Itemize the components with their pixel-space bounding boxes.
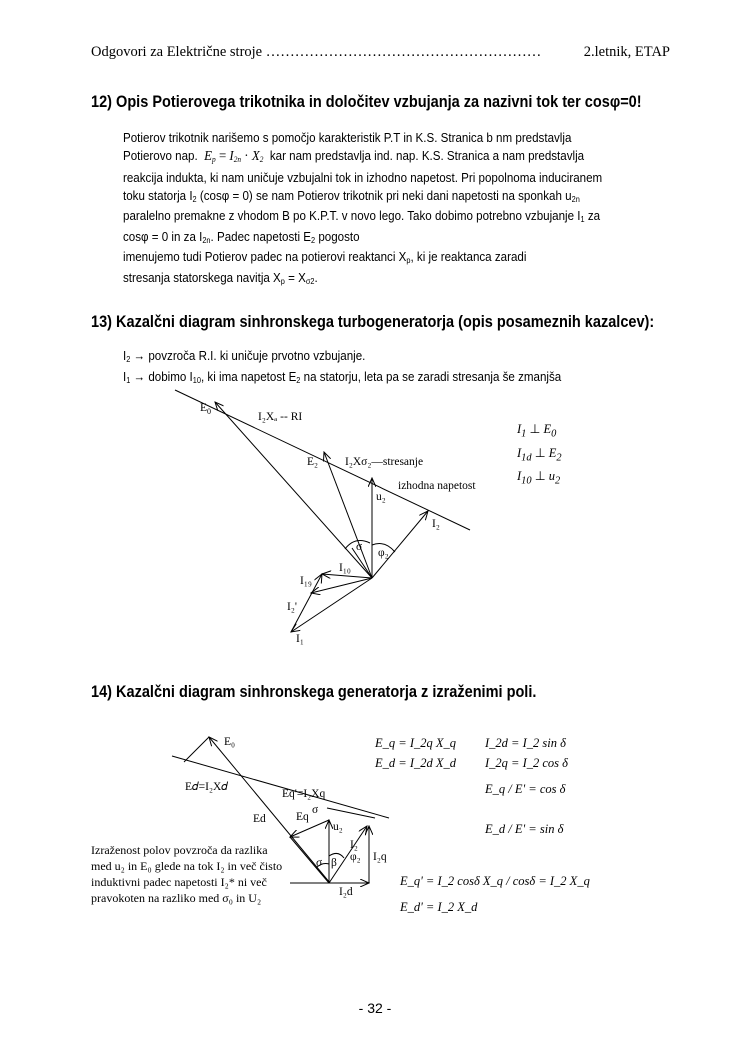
e0-phasor [215, 402, 372, 578]
equation: I_2d = I_2 sin δ [485, 736, 566, 750]
equation: E_d = I_2d X_d [375, 756, 456, 770]
page-number: - 32 - [358, 1000, 392, 1016]
equation: E_q' = I_2 cosδ X_q / cosδ = I_2 X_q [400, 874, 590, 888]
voltage-drop-line [175, 390, 470, 530]
label-sigma-14b: σ [316, 857, 323, 869]
relation: $I_{1d}$ ⊥ $E_2$ [517, 445, 562, 463]
eq-line [327, 808, 375, 818]
para-line: $I_1$ → dobimo $I_{10}$, ki ima napetost $E_2$ na statorju, leta pa se zaradi stresanja še zmanjša [123, 369, 562, 385]
para-line: imenujemo tudi Potierov padec na potierovi reaktanci $X_p$, ki je reaktanca zaradi [123, 250, 527, 265]
label-ed: Ed [253, 813, 266, 825]
e2-phasor [324, 452, 372, 578]
equations-bottom [400, 868, 590, 920]
label-i2xs2: I₂Xσ₂—stresanje [345, 456, 424, 468]
label-beta: β [331, 857, 337, 869]
para-line: stresanja statorskega navitja $X_p = X_{\sigma 2}$. [123, 270, 318, 286]
label-i2: I₂ [432, 518, 440, 530]
label-e0: $E_0$ [200, 402, 212, 416]
para-line: toku statorja $I_2$ (cosφ = 0) se nam Potierov trikotnik pri neki dani napetosti na sponkah $u_{2n}$ [123, 188, 580, 204]
para-line: Potierovo nap. $E_p = I_{2n} \cdot X_2$ kar nam predstavlja ind. nap. K.S. Stranica a nam predstavlja [123, 148, 585, 164]
label-sigma-14a: σ [312, 804, 319, 816]
i2-phasor-14 [329, 826, 367, 883]
equation: E_d / E' = sin δ [485, 822, 564, 836]
label-eqxq: Eq'=I₂Xq [282, 788, 326, 800]
para-line: $I_2$ → povzroča R.I. ki uničuje prvotno vzbujanje. [123, 349, 366, 364]
perpendicular-relations [517, 420, 562, 491]
label-i2xa: I₂Xₐ -- RI [258, 411, 303, 423]
header-right: 2.letnik, ETAP [583, 44, 670, 60]
para-line: Potierov trikotnik narišemo s pomočjo karakteristik P.T in K.S. Stranica b nm predstavlja [123, 131, 572, 145]
label-izhodna: izhodna napetost [398, 480, 476, 492]
relation: $I_{10}$ ⊥ $u_2$ [517, 469, 561, 487]
label-edxd: E𝑑=I₂X𝑑 [185, 781, 228, 793]
section-13-title: 13) Kazalčni diagram sinhronskega turbogeneratorja (opis posameznih kazalcev): [91, 313, 655, 331]
label-i2q: I₂q [373, 851, 387, 863]
equation: E_q = I_2q X_q [375, 736, 456, 750]
label-eq: Eq [296, 811, 309, 823]
relation: $I_1$ ⊥ $E_0$ [517, 422, 557, 440]
label-i10: I₁₀ [339, 562, 351, 574]
label-e2: E₂ [307, 456, 319, 468]
equation: E_q / E' = cos δ [485, 782, 566, 796]
equation: E_d' = I_2 X_d [400, 900, 478, 914]
label-u2: u₂ [376, 491, 386, 503]
label-i2d: I₂d [339, 886, 353, 898]
label-i19: I₁₉ [300, 575, 312, 587]
label-phi2-14: φ₂ [350, 851, 361, 863]
label-u2-14: u₂ [333, 821, 343, 833]
para-line: paralelno premakne z vhodom B po K.P.T. v novo lego. Tako dobimo potrebno vzbujanje $I_1$ za [123, 209, 601, 224]
edxd-phasor [184, 737, 209, 762]
equations-left [375, 733, 456, 773]
header-left: Odgovori za Električne stroje ………………………………………………… [91, 44, 542, 60]
label-e0-14: E₀ [224, 736, 236, 748]
i19-phasor [311, 578, 372, 593]
label-i2-prime: I₂' [287, 601, 297, 613]
section-12-title: 12) Opis Potierovega trikotnika in določitev vzbujanja za nazivni tok ter cosφ=0! [91, 93, 642, 111]
label-i1: I₁ [296, 633, 304, 645]
ed-phasor [290, 837, 329, 883]
pole-note: Izraženost polov povzroča da razlika med u₂ in E₀ glede na tok I₂ in več čisto induktivni padec napetosti I₂* ni več pravokoten na razliko med σ₀ in U₂ [91, 843, 283, 905]
i2-phasor [372, 511, 428, 578]
para-line: reakcija indukta, ki nam uničuje vzbujalni tok in izhodno napetost. Pri popolnoma induciranem [123, 171, 603, 185]
label-i2-14: I₂ [350, 839, 358, 851]
section-14-title: 14) Kazalčni diagram sinhronskega generatorja z izraženimi poli. [91, 683, 537, 701]
equations-right [485, 733, 568, 839]
para-line: cosφ = 0 in za $I_{2n}$. Padec napetosti $E_2$ pogosto [123, 229, 360, 245]
i10-phasor [322, 574, 372, 578]
equation: I_2q = I_2 cos δ [485, 756, 568, 770]
label-phi2: φ₂ [378, 547, 389, 559]
label-sigma: σ [356, 541, 363, 553]
potier-formula: $E_p = I_{2n} \cdot X_2$ [204, 148, 264, 164]
